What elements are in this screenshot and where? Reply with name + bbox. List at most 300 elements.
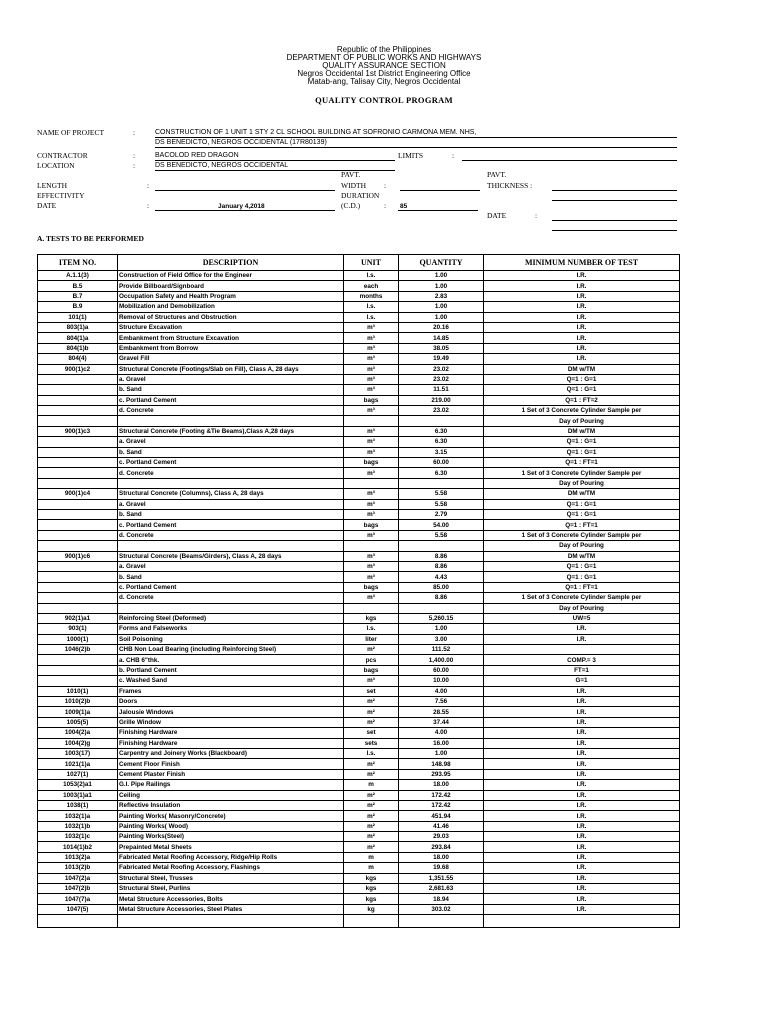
unit-cell: bags — [344, 458, 399, 468]
table-row — [38, 624, 680, 634]
unit-cell: m³ — [344, 333, 399, 343]
quantity-cell: 5,260.15 — [399, 613, 484, 623]
description-cell: d. Concrete — [118, 406, 344, 416]
table-row — [38, 832, 680, 842]
description-cell: Embankment from Structure Excavation — [118, 333, 344, 343]
document-title: QUALITY CONTROL PROGRAM — [315, 95, 453, 105]
unit-cell: m² — [344, 717, 399, 727]
description-cell — [118, 416, 344, 426]
unit-cell: m³ — [344, 437, 399, 447]
description-cell: a. Gravel — [118, 499, 344, 509]
description-cell: Carpentry and Joinery Works (Blackboard) — [118, 748, 344, 758]
description-cell: a. Gravel — [118, 561, 344, 571]
header-section: QUALITY ASSURANCE SECTION — [322, 61, 446, 70]
unit-cell: pcs — [344, 655, 399, 665]
table-row — [38, 478, 680, 488]
table-row — [38, 852, 680, 862]
description-cell: c. Washed Sand — [118, 676, 344, 686]
item-no-cell — [38, 593, 118, 603]
unit-cell: m² — [344, 697, 399, 707]
quantity-cell: 8.86 — [399, 593, 484, 603]
description-cell: d. Concrete — [118, 530, 344, 540]
unit-cell: bags — [344, 665, 399, 675]
min-tests-cell: I.R. — [484, 884, 680, 894]
min-tests-cell: 1 Set of 3 Concrete Cylinder Sample per — [484, 468, 680, 478]
item-no-cell — [38, 541, 118, 551]
description-cell: Painting Works( Wood) — [118, 821, 344, 831]
quantity-cell: 293.95 — [399, 769, 484, 779]
min-tests-cell: Q=1 : FT=1 — [484, 582, 680, 592]
quantity-cell: 5.58 — [399, 530, 484, 540]
unit-cell: kgs — [344, 873, 399, 883]
unit-cell: m³ — [344, 343, 399, 353]
unit-cell: l.s. — [344, 271, 399, 281]
quantity-cell: 18.00 — [399, 780, 484, 790]
unit-cell: m² — [344, 811, 399, 821]
table-row — [38, 863, 680, 873]
item-no-cell: 1013(2)b — [38, 863, 118, 873]
header-department: DEPARTMENT OF PUBLIC WORKS AND HIGHWAYS — [286, 53, 482, 62]
item-no-cell: 1000(1) — [38, 634, 118, 644]
description-cell: Embankment from Borrow — [118, 343, 344, 353]
min-tests-cell: I.R. — [484, 748, 680, 758]
quantity-cell — [399, 603, 484, 613]
table-row — [38, 458, 680, 468]
item-no-cell — [38, 572, 118, 582]
col-header-unit: UNIT — [344, 255, 399, 271]
min-tests-cell: I.R. — [484, 634, 680, 644]
min-tests-cell — [484, 915, 680, 928]
item-no-cell: B.7 — [38, 291, 118, 301]
table-row — [38, 385, 680, 395]
unit-cell: m³ — [344, 322, 399, 332]
item-no-cell: B.5 — [38, 281, 118, 291]
table-row — [38, 697, 680, 707]
item-no-cell: 1047(2)b — [38, 884, 118, 894]
item-no-cell — [38, 520, 118, 530]
quantity-cell: 4.00 — [399, 686, 484, 696]
min-tests-cell: DM w/TM — [484, 364, 680, 374]
description-cell: Grille Window — [118, 717, 344, 727]
table-row — [38, 447, 680, 457]
unit-cell: m³ — [344, 572, 399, 582]
description-cell: c. Portland Cement — [118, 520, 344, 530]
quantity-cell: 41.46 — [399, 821, 484, 831]
quantity-cell: 451.94 — [399, 811, 484, 821]
description-cell: Finishing Hardware — [118, 728, 344, 738]
duration-value: 85 — [400, 203, 408, 210]
unit-cell: l.s. — [344, 748, 399, 758]
min-tests-cell: Day of Pouring — [484, 478, 680, 488]
quantity-cell: 8.86 — [399, 551, 484, 561]
min-tests-cell: I.R. — [484, 832, 680, 842]
item-no-cell — [38, 447, 118, 457]
underline — [155, 190, 335, 191]
header-republic: Republic of the Philippines — [336, 45, 432, 54]
unit-cell: kgs — [344, 884, 399, 894]
col-header-quantity: QUANTITY — [399, 255, 484, 271]
table-row — [38, 676, 680, 686]
min-tests-cell: Q=1 : G=1 — [484, 385, 680, 395]
quantity-cell — [399, 416, 484, 426]
underline — [552, 220, 677, 221]
item-no-cell — [38, 582, 118, 592]
header-address: Matab-ang, Talisay City, Negros Occidental — [307, 77, 461, 86]
min-tests-cell: DM w/TM — [484, 489, 680, 499]
project-name-line1: CONSTRUCTION OF 1 UNIT 1 STY 2 CL SCHOOL BUILDING AT SOFRONIO CARMONA MEM. NHS, — [155, 129, 477, 136]
min-tests-cell: Q=1 : FT=2 — [484, 395, 680, 405]
quantity-cell: 6.30 — [399, 468, 484, 478]
name-of-project-label: NAME OF PROJECT — [37, 128, 105, 137]
min-tests-cell: I.R. — [484, 863, 680, 873]
unit-cell: m² — [344, 707, 399, 717]
min-tests-cell: I.R. — [484, 873, 680, 883]
description-cell: Painting Works(Steel) — [118, 832, 344, 842]
item-no-cell: 903(1) — [38, 624, 118, 634]
item-no-cell — [38, 468, 118, 478]
description-cell: Structural Concrete (Columns), Class A, 28 days — [118, 489, 344, 499]
quantity-cell: 7.56 — [399, 697, 484, 707]
min-tests-cell: I.R. — [484, 728, 680, 738]
table-row — [38, 406, 680, 416]
quantity-cell: 1.00 — [399, 302, 484, 312]
min-tests-cell: I.R. — [484, 894, 680, 904]
table-row — [38, 707, 680, 717]
cd-label: (C.D.) — [341, 201, 361, 210]
quantity-cell: 19.68 — [399, 863, 484, 873]
contractor-value: BACOLOD RED DRAGON — [155, 152, 239, 159]
min-tests-cell: FT=1 — [484, 665, 680, 675]
description-cell: c. Portland Cement — [118, 395, 344, 405]
table-row — [38, 759, 680, 769]
item-no-cell: 1005(5) — [38, 717, 118, 727]
table-row — [38, 561, 680, 571]
colon: : — [147, 201, 150, 210]
description-cell: Doors — [118, 697, 344, 707]
quantity-cell: 3.15 — [399, 447, 484, 457]
min-tests-cell: COMP.= 3 — [484, 655, 680, 665]
description-cell: b. Portland Cement — [118, 665, 344, 675]
item-no-cell: 1003(17) — [38, 748, 118, 758]
unit-cell: m³ — [344, 406, 399, 416]
unit-cell: m — [344, 852, 399, 862]
item-no-cell: 1047(7)a — [38, 894, 118, 904]
description-cell: Cement Floor Finish — [118, 759, 344, 769]
min-tests-cell: I.R. — [484, 302, 680, 312]
min-tests-cell: I.R. — [484, 800, 680, 810]
table-row — [38, 416, 680, 426]
description-cell: b. Sand — [118, 385, 344, 395]
table-row — [38, 873, 680, 883]
quantity-cell: 10.00 — [399, 676, 484, 686]
quantity-cell: 8.86 — [399, 561, 484, 571]
table-row — [38, 769, 680, 779]
description-cell: Metal Structure Accessories, Bolts — [118, 894, 344, 904]
quantity-cell: 38.05 — [399, 343, 484, 353]
item-no-cell: 1009(1)a — [38, 707, 118, 717]
min-tests-cell: Q=1 : G=1 — [484, 374, 680, 384]
quantity-cell: 1,400.00 — [399, 655, 484, 665]
unit-cell: bags — [344, 520, 399, 530]
item-no-cell: 804(4) — [38, 354, 118, 364]
table-row — [38, 634, 680, 644]
table-row — [38, 884, 680, 894]
item-no-cell: 803(1)a — [38, 322, 118, 332]
underline — [155, 210, 335, 211]
unit-cell: sets — [344, 738, 399, 748]
project-name-line2: DS BENEDICTO, NEGROS OCCIDENTAL (17R80139) — [155, 139, 327, 146]
unit-cell: m² — [344, 800, 399, 810]
underline — [552, 230, 677, 231]
unit-cell: l.s. — [344, 302, 399, 312]
location-label: LOCATION — [37, 161, 75, 170]
section-heading: A. TESTS TO BE PERFORMED — [37, 234, 144, 243]
description-cell: Structural Concrete (Footing &Tie Beams),Class A,28 days — [118, 426, 344, 436]
description-cell: b. Sand — [118, 572, 344, 582]
quantity-cell: 16.00 — [399, 738, 484, 748]
min-tests-cell: Day of Pouring — [484, 603, 680, 613]
unit-cell: m³ — [344, 509, 399, 519]
quantity-cell: 1,351.55 — [399, 873, 484, 883]
quantity-cell: 14.85 — [399, 333, 484, 343]
table-row — [38, 728, 680, 738]
description-cell: Ceiling — [118, 790, 344, 800]
underline — [552, 190, 677, 191]
item-no-cell — [38, 499, 118, 509]
description-cell: Construction of Field Office for the Engineer — [118, 271, 344, 281]
table-row — [38, 354, 680, 364]
table-row — [38, 374, 680, 384]
quantity-cell: 172.42 — [399, 800, 484, 810]
description-cell: Fabricated Metal Roofing Accessory, Ridge/Hip Rolls — [118, 852, 344, 862]
unit-cell: m² — [344, 832, 399, 842]
item-no-cell — [38, 509, 118, 519]
table-row — [38, 541, 680, 551]
quantity-cell: 60.00 — [399, 458, 484, 468]
quantity-cell: 6.30 — [399, 437, 484, 447]
date2-label: DATE — [487, 211, 507, 220]
item-no-cell: 1027(1) — [38, 769, 118, 779]
date-label: DATE — [37, 201, 57, 210]
unit-cell: liter — [344, 634, 399, 644]
unit-cell: set — [344, 728, 399, 738]
min-tests-cell: Day of Pouring — [484, 416, 680, 426]
quantity-cell: 23.02 — [399, 406, 484, 416]
description-cell: b. Sand — [118, 447, 344, 457]
description-cell: Frames — [118, 686, 344, 696]
description-cell — [118, 478, 344, 488]
quantity-cell — [399, 915, 484, 928]
pavt-label-2: PAVT. — [487, 170, 507, 179]
table-row — [38, 343, 680, 353]
unit-cell: kgs — [344, 894, 399, 904]
unit-cell — [344, 603, 399, 613]
item-no-cell — [38, 665, 118, 675]
description-cell: Cement Plaster Finish — [118, 769, 344, 779]
item-no-cell: 1010(2)b — [38, 697, 118, 707]
table-row — [38, 790, 680, 800]
quantity-cell: 5.58 — [399, 499, 484, 509]
min-tests-cell: 1 Set of 3 Concrete Cylinder Sample per — [484, 406, 680, 416]
quantity-cell: 1.00 — [399, 748, 484, 758]
item-no-cell: 900(1)c6 — [38, 551, 118, 561]
min-tests-cell: I.R. — [484, 343, 680, 353]
colon: : — [452, 151, 455, 160]
quantity-cell — [399, 478, 484, 488]
quantity-cell: 85.00 — [399, 582, 484, 592]
table-row — [38, 811, 680, 821]
width-label: WIDTH — [341, 181, 366, 190]
underline — [155, 147, 677, 148]
min-tests-cell: UW=5 — [484, 613, 680, 623]
description-cell: Mobilization and Demobilization — [118, 302, 344, 312]
description-cell: a. Gravel — [118, 437, 344, 447]
min-tests-cell: I.R. — [484, 759, 680, 769]
unit-cell: m² — [344, 842, 399, 852]
table-row — [38, 281, 680, 291]
item-no-cell: 804(1)a — [38, 333, 118, 343]
item-no-cell: 1038(1) — [38, 800, 118, 810]
min-tests-cell: I.R. — [484, 322, 680, 332]
thickness-label: THICKNESS : — [487, 181, 533, 190]
min-tests-cell: I.R. — [484, 790, 680, 800]
length-label: LENGTH — [37, 181, 67, 190]
table-row — [38, 437, 680, 447]
colon: : — [133, 161, 136, 170]
min-tests-cell: I.R. — [484, 738, 680, 748]
quantity-cell: 6.30 — [399, 426, 484, 436]
table-row — [38, 603, 680, 613]
quantity-cell: 23.02 — [399, 364, 484, 374]
item-no-cell — [38, 561, 118, 571]
table-row — [38, 551, 680, 561]
unit-cell: m³ — [344, 374, 399, 384]
table-row — [38, 530, 680, 540]
unit-cell: set — [344, 686, 399, 696]
limits-label: LIMITS — [398, 151, 423, 160]
min-tests-cell: Q=1 : FT=1 — [484, 458, 680, 468]
item-no-cell — [38, 458, 118, 468]
min-tests-cell: Q=1 : G=1 — [484, 561, 680, 571]
underline — [552, 200, 677, 201]
unit-cell: m³ — [344, 447, 399, 457]
unit-cell: m³ — [344, 499, 399, 509]
unit-cell: l.s. — [344, 624, 399, 634]
header-office: Negros Occidental 1st District Engineering Office — [297, 69, 471, 78]
item-no-cell: 1013(2)a — [38, 852, 118, 862]
item-no-cell — [38, 416, 118, 426]
min-tests-cell: I.R. — [484, 312, 680, 322]
colon: : — [133, 128, 136, 137]
table-row — [38, 686, 680, 696]
unit-cell: m³ — [344, 354, 399, 364]
item-no-cell: 1004(2)g — [38, 738, 118, 748]
item-no-cell: 900(1)c4 — [38, 489, 118, 499]
item-no-cell: A.1.1(3) — [38, 271, 118, 281]
table-row — [38, 738, 680, 748]
item-no-cell — [38, 655, 118, 665]
item-no-cell: 1014(1)b2 — [38, 842, 118, 852]
table-row — [38, 613, 680, 623]
min-tests-cell: I.R. — [484, 769, 680, 779]
description-cell: Finishing Hardware — [118, 738, 344, 748]
item-no-cell — [38, 478, 118, 488]
table-row — [38, 780, 680, 790]
item-no-cell — [38, 530, 118, 540]
duration-label: DURATION — [341, 191, 380, 200]
min-tests-cell: I.R. — [484, 821, 680, 831]
description-cell — [118, 915, 344, 928]
unit-cell: m³ — [344, 468, 399, 478]
colon: : — [535, 211, 538, 220]
table-row — [38, 894, 680, 904]
quantity-cell: 5.58 — [399, 489, 484, 499]
item-no-cell: B.9 — [38, 302, 118, 312]
min-tests-cell — [484, 645, 680, 655]
item-no-cell: 900(1)c3 — [38, 426, 118, 436]
unit-cell: m³ — [344, 593, 399, 603]
col-header-item-no: ITEM NO. — [38, 255, 118, 271]
item-no-cell: 1032(1)b — [38, 821, 118, 831]
description-cell: Occupation Safety and Health Program — [118, 291, 344, 301]
table-row — [38, 645, 680, 655]
table-row — [38, 915, 680, 928]
item-no-cell: 804(1)b — [38, 343, 118, 353]
quantity-cell: 37.44 — [399, 717, 484, 727]
unit-cell: m³ — [344, 364, 399, 374]
unit-cell: m³ — [344, 385, 399, 395]
table-row — [38, 655, 680, 665]
item-no-cell — [38, 395, 118, 405]
unit-cell — [344, 478, 399, 488]
description-cell: Reinforcing Steel (Deformed) — [118, 613, 344, 623]
table-row — [38, 665, 680, 675]
underline — [400, 190, 480, 191]
description-cell: Structural Steel, Trusses — [118, 873, 344, 883]
min-tests-cell: I.R. — [484, 811, 680, 821]
min-tests-cell: Q=1 : G=1 — [484, 509, 680, 519]
unit-cell: kgs — [344, 613, 399, 623]
pavt-label: PAVT. — [341, 170, 361, 179]
min-tests-cell: Q=1 : G=1 — [484, 447, 680, 457]
table-row — [38, 312, 680, 322]
table-row — [38, 322, 680, 332]
contractor-label: CONTRACTOR — [37, 151, 88, 160]
min-tests-cell: I.R. — [484, 271, 680, 281]
description-cell: Painting Works( Masonry/Concrete) — [118, 811, 344, 821]
quantity-cell: 19.49 — [399, 354, 484, 364]
min-tests-cell: I.R. — [484, 354, 680, 364]
unit-cell: each — [344, 281, 399, 291]
min-tests-cell: Q=1 : G=1 — [484, 437, 680, 447]
min-tests-cell: I.R. — [484, 697, 680, 707]
unit-cell: m — [344, 863, 399, 873]
table-row — [38, 582, 680, 592]
description-cell: Forms and Falseworks — [118, 624, 344, 634]
quantity-cell: 60.00 — [399, 665, 484, 675]
description-cell: G.I. Pipe Railings — [118, 780, 344, 790]
table-row — [38, 302, 680, 312]
quantity-cell: 1.00 — [399, 624, 484, 634]
quantity-cell: 18.00 — [399, 852, 484, 862]
table-row — [38, 333, 680, 343]
unit-cell: bags — [344, 582, 399, 592]
item-no-cell: 900(1)c2 — [38, 364, 118, 374]
table-row — [38, 271, 680, 281]
min-tests-cell: Q=1 : FT=1 — [484, 520, 680, 530]
min-tests-cell: Q=1 : G=1 — [484, 499, 680, 509]
unit-cell: m³ — [344, 489, 399, 499]
